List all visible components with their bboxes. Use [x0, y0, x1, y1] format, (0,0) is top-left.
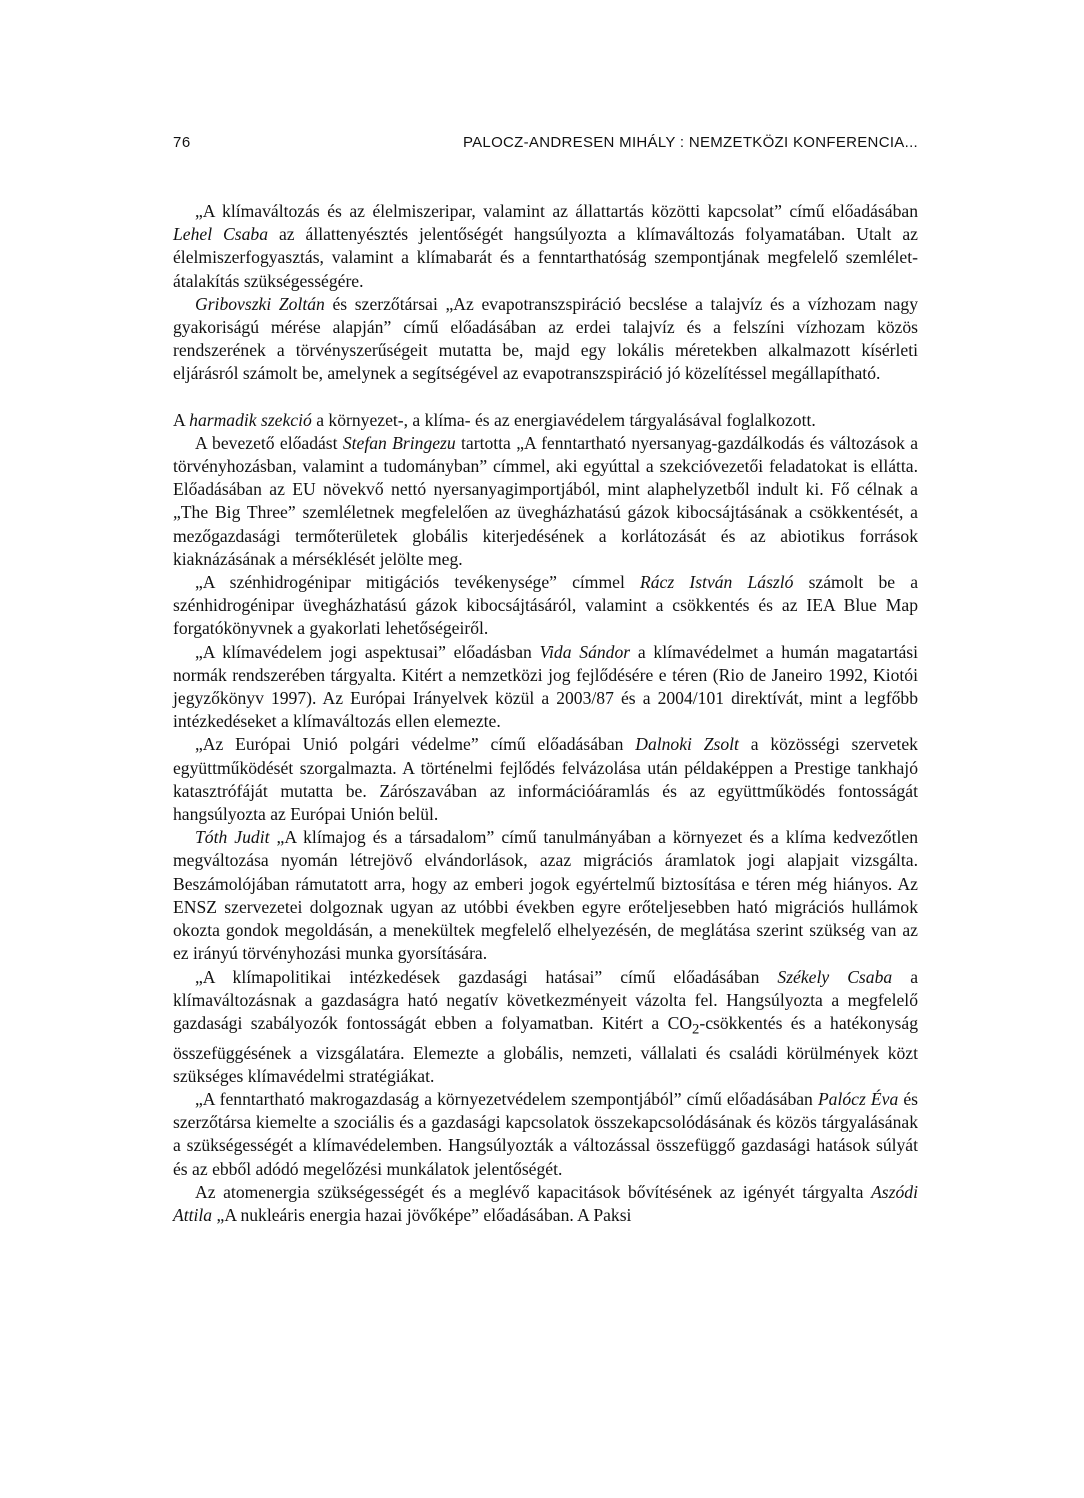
person-name: Dalnoki Zsolt [635, 734, 739, 755]
person-name: Székely Csaba [777, 966, 893, 987]
person-name: Gribovszki Zoltán [195, 293, 325, 314]
person-name: Tóth Judit [195, 827, 270, 848]
paragraph [173, 409, 918, 432]
person-name: Lehel Csaba [173, 224, 269, 245]
person-name: harmadik szekció [189, 409, 312, 430]
person-name: Palócz Éva [817, 1089, 899, 1110]
page-number: 76 [173, 134, 191, 151]
paragraph-text: A [173, 409, 190, 430]
paragraph-text: -csökkentés és a hatékonyság összefüggésének a vizsgálatára. Elemezte a globális, nemzeti, vállalati és családi körülmények közt szükséges klímavédelmi stratégiákat. [173, 1012, 918, 1086]
paragraph-text: és szerzőtársa kiemelte a szociális és a gazdasági kapcsolatok összekapcsolódásának és közös tárgyalásának a szükségességét a klímavédelemben. Hangsúlyozták a változással összefüggő gazdasági hatások súlyát és az ebből adódó megelőzési munkálatok jelentőségét. [173, 1089, 919, 1179]
paragraph-text: „Az Európai Unió polgári védelme” című előadásában [195, 734, 636, 755]
paragraph-text: a klímaváltozásnak a gazdaságra ható negatív következményeit vázolta fel. Hangsúlyozta a megfelelő gazdasági szabályozók fontosságát ebben a folyamatban. Kitért a CO [173, 966, 918, 1033]
paragraph-text: Az atomenergia szükségességét és a meglévő kapacitások bővítésének az igényét tárgyalta [195, 1181, 872, 1202]
person-name: Vida Sándor [539, 641, 631, 662]
running-head: PALOCZ-ANDRESEN MIHÁLY : NEMZETKÖZI KONFERENCIA... [462, 134, 918, 151]
paragraph-text: „A klímavédelem jogi aspektusai” előadásban [195, 641, 540, 662]
paragraph [173, 1088, 918, 1181]
paragraph [173, 293, 918, 386]
paragraph [173, 826, 918, 965]
paragraph-text: „A nukleáris energia hazai jövőképe” előadásában. A Paksi [212, 1205, 632, 1226]
paragraph-text: a közösségi szervetek együttműködését szorgalmazta. A történelmi fejlődés felvázolása után példaképpen a Prestige tankhajó katasztrófáját mutatta be. Zárószavában az információáramlás és az együttműködés fontosságát hangsúlyozta az Európai Unión belül. [173, 734, 918, 825]
paragraph-text: „A klímapolitikai intézkedések gazdasági hatásai” című előadásában [195, 966, 778, 987]
paragraph [173, 641, 918, 734]
person-name: Aszódi Attila [173, 1181, 918, 1226]
paragraph-text: A bevezető előadást [195, 432, 343, 453]
paragraph [173, 571, 918, 641]
paragraph-text: „A klímajog és a társadalom” című tanulmányában a környezet és a klíma kedvezőtlen megváltozása nyomán létrejövő elvándorlások, azaz migrációs áramlatok jogi alapjait vizsgálta. Beszámolójában rámutatott arra, hogy az emberi jogok egyértelmű biztosítása e téren még hiányos. Az ENSZ szervezetei dolgoznak ugyan az utóbbi években egyre erőteljesebben ható migrációs hullámok okozta gondok megoldásán, a menekültek megfelelő elhelyezésén, de meglátása szerint szükség van az ez irányú törvényhozási munka gyorsítására. [173, 827, 918, 964]
paragraph [173, 966, 918, 1089]
paragraph [173, 200, 918, 293]
paragraph-text: és szerzőtársai „Az evapotranszspiráció becslése a talajvíz és a vízhozam nagy gyakoriságú mérése alapján” című előadásában az erdei talajvíz és a felszíni vízhozam közös rendszerének a törvényszerűségeit mutatta be, majd egy lokális méretekben alkalmazott kísérleti eljárásról számolt be, amelynek a segítségével az evapotranszspiráció jó közelítéssel megállapítható. [173, 293, 918, 384]
paragraph-text: számolt be a szénhidrogénipar üvegházhatású gázok kibocsájtásáról, valamint a csökkentés és az IEA Blue Map forgatókönyvnek a gyakorlati lehetőségeiről. [173, 572, 918, 639]
paragraph [173, 432, 918, 571]
paragraph-text: a környezet-, a klíma- és az energiavédelem tárgyalásával foglalkozott. [311, 409, 816, 430]
person-name: Rácz István László [640, 572, 794, 593]
paragraph-text: az állattenyésztés jelentőségét hangsúlyozta a klímaváltozás folyamatában. Utalt az élelmiszerfogyasztás, valamint a klímabarát és a fenntarthatóság szempontjának megfelelő szemlélet-átalakítás szükségességére. [173, 224, 918, 291]
paragraph-text: tartotta „A fenntartható nyersanyag-gazdálkodás és változások a törvényhozásban, valamint a tudományban” címmel, aki egyúttal a szekcióvezetői feladatokat is ellátta. Előadásában az EU növekvő nettó nyersanyagimportjából, mint alaphelyzetből indult ki. Fő célnak a „The Big Three” szemléletnek megfelelően az üvegházhatású gázok kibocsájtásának a csökkentését, a mezőgazdasági termőterületek globális kiterjedésének a korlátozását és az abiotikus források kiaknázásának a mérséklését jelölte meg. [173, 432, 918, 569]
subscript: 2 [692, 1021, 700, 1038]
article-body [173, 200, 918, 1227]
person-name: Stefan Bringezu [342, 432, 456, 453]
paragraph [173, 1181, 918, 1227]
paragraph [173, 733, 918, 826]
paragraph-text: „A szénhidrogénipar mitigációs tevékenysége” címmel [195, 572, 641, 593]
paragraph-text: „A fenntartható makrogazdaság a környezetvédelem szempontjából” című előadásában [195, 1089, 818, 1110]
paragraph-text: „A klímaváltozás és az élelmiszeripar, valamint az állattartás közötti kapcsolat” című előadásában [195, 201, 918, 221]
paragraph-text: a klímavédelmet a humán magatartási normák rendszerében tárgyalta. Kitért a nemzetközi jog fejlődésére e téren (Rio de Janeiro 1992, Kiotói jegyzőkönyv 1997). Az Európai Irányelvek közül a 2003/87 és a 2004/101 direktívát, mint a legfőbb intézkedéseket a klímaváltozás ellen elemezte. [173, 641, 919, 732]
section-break [173, 386, 918, 409]
